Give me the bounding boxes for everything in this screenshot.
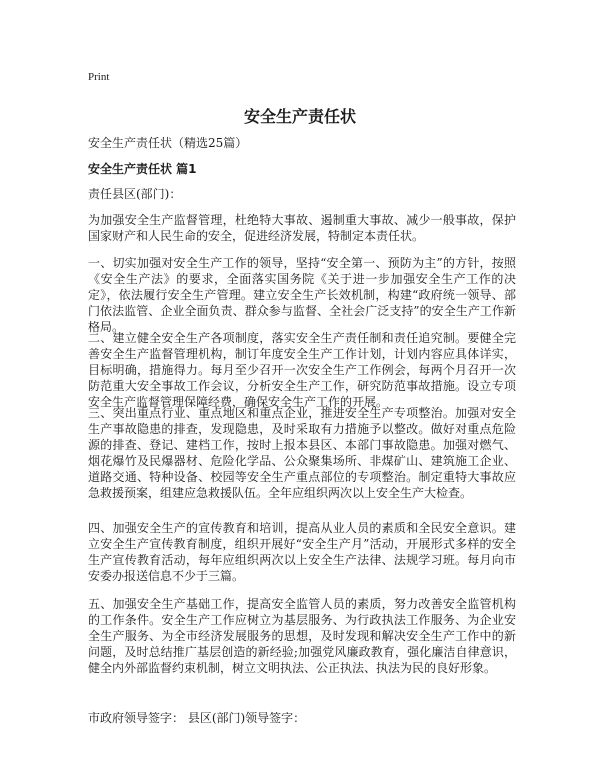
paragraph-intro: 为加强安全生产监督管理，杜绝特大事故、遏制重大事故、减少一般事故，保护国家财产和人民生命的安全，促进经济发展，特制定本责任状。 xyxy=(88,213,516,243)
paragraph-2: 二、建立健全安全生产各项制度，落实安全生产责任制和责任追究制。要健全完善安全生产监督管理机构，制订年度安全生产工作计划，计划内容应具体详实，目标明确，措施得力。每月至少召开一次安全生产工作例会，每两个月召开一次防范重大安全事故工作会议，分析安全生产工作，研究防范事故措施。设立专项安全生产监督管理保障经费，确保安全生产工作的开展。 xyxy=(88,331,516,409)
greeting: 责任县区(部门)： xyxy=(88,187,182,201)
document-title: 安全生产责任状 xyxy=(243,107,356,126)
signature-line: 市政府领导签字： 县区(部门)领导签字： xyxy=(88,711,306,725)
section-heading: 安全生产责任状 篇1 xyxy=(88,162,197,176)
paragraph-5: 五、加强安全生产基础工作，提高安全监管人员的素质，努力改善安全监管机构的工作条件。安全生产工作应树立为基层服务、为行政执法工作服务、为企业安全生产服务、为全市经济发展服务的思想，及时发现和解决安全生产工作中的新问题，及时总结推广基层创造的新经验;加强党风廉政教育，强化廉洁自律意识，健全内外部监督约束机制，树立文明执法、公正执法、执法为民的良好形象。 xyxy=(88,597,516,675)
paragraph-4: 四、加强安全生产的宣传教育和培训，提高从业人员的素质和全民安全意识。建立安全生产宣传教育制度，组织开展好“安全生产月”活动，开展形式多样的安全生产宣传教育活动，每年应组织两次以上安全生产法律、法规学习班。每月向市安委办报送信息不少于三篇。 xyxy=(88,521,516,583)
paragraph-1: 一、切实加强对安全生产工作的领导，坚持“安全第一、预防为主”的方针，按照《安全生产法》的要求，全面落实国务院《关于进一步加强安全生产工作的决定》，依法履行安全生产管理。建立安全生产长效机制，构建“政府统一领导、部门依法监管、企业全面负责、群众参与监督、全社会广泛支持”的安全生产工作新格局。 xyxy=(88,256,516,334)
paragraph-3: 三、突出重点行业、重点地区和重点企业，推进安全生产专项整治。加强对安全生产事故隐患的排查，发现隐患，及时采取有力措施予以整改。做好对重点危险源的排查、登记、建档工作，按时上报本县区、本部门事故隐患。加强对燃气、烟花爆竹及民爆器材、危险化学品、公众聚集场所、非煤矿山、建筑施工企业、道路交通、特种设备、校园等安全生产重点部位的专项整治。制定重特大事故应急救援预案，组建应急救援队伍。全年应组织两次以上安全生产大检查。 xyxy=(88,406,516,500)
print-link[interactable]: Print xyxy=(88,71,110,83)
document-subtitle: 安全生产责任状（精选25篇） xyxy=(88,136,248,150)
